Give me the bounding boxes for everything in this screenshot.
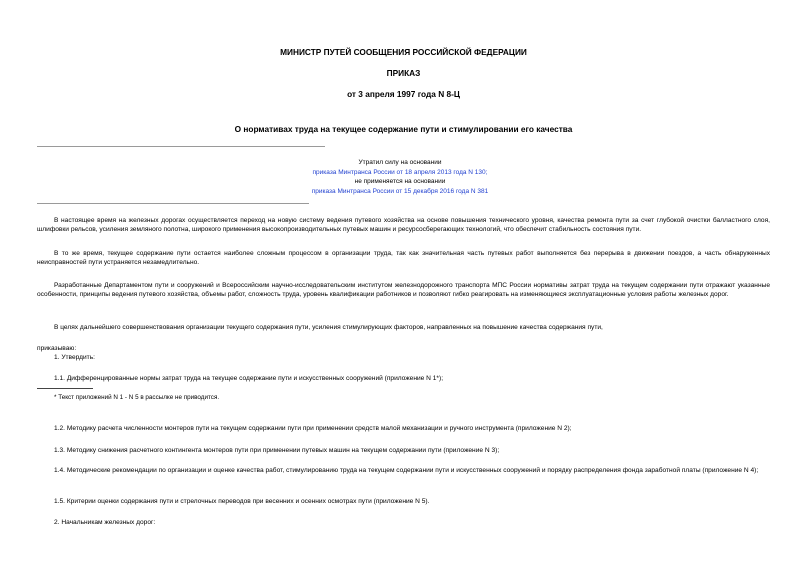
- subject-heading: О нормативах труда на текущее содержание пути и стимулировании его качества: [234, 124, 573, 134]
- item-1-4: 1.4. Методические рекомендации по организации и оценке качества работ, стимулированию труда на текущем содержании пути и искусственных сооружений и порядку распределения фонда заработной платы (приложение N 4);: [54, 467, 759, 474]
- paragraph-norms: Разработанные Департаментом пути и сооружений и Всероссийским научно-исследовательским институтом железнодорожного транспорта МПС России нормативы затрат труда на текущем содержании пути отражают указанные особенности, принципы ведения путевого хозяйства, объемы работ, сложность труда, уровень квалификации работников и позволяют гибко реагировать на изменяющиеся эксплуатационные условия работы железных дорог.: [37, 282, 770, 299]
- nonapplication-order-link[interactable]: приказа Минтранса России от 15 декабря 2016 года N 381: [311, 187, 489, 195]
- divider-bottom: [37, 203, 309, 204]
- status-note-line2: не применяется на основании: [354, 178, 446, 185]
- item-1-3: 1.3. Методику снижения расчетного контингента монтеров пути при применении путевых машин на текущем содержании пути (приложение N 3);: [54, 447, 500, 454]
- item-1-1: 1.1. Дифференцированные нормы затрат труда на текущее содержание пути и искусственных сооружений (приложение N 1*);: [54, 375, 444, 382]
- status-note: [200, 158, 600, 196]
- date-number-heading: от 3 апреля 1997 года N 8-Ц: [347, 89, 460, 99]
- item-2: 2. Начальникам железных дорог:: [54, 519, 156, 526]
- paragraph-maintenance: В то же время, текущее содержание пути остается наиболее сложным процессом в организации труда, так как значительная часть путевых работ выполняется без перерыва в движении поездов, а часть обнаруженных неисправностей пути устраняется незамедлительно.: [37, 250, 770, 267]
- paragraph-transition: В настоящее время на железных дорогах осуществляется переход на новую систему ведения путевого хозяйства на основе повышения технического уровня, качества ремонта пути за счет глубокой очистки балластного слоя, шлифовки рельсов, усиления земляного полотна, широкого применения высокопроизводительных путевых машин и ресурсосберегающих технологий, что обеспечит стабильность состояния пути.: [37, 217, 770, 234]
- footnote-divider: [37, 388, 93, 389]
- repeal-order-link[interactable]: приказа Минтранса России от 18 апреля 2013 года N 130;: [312, 168, 488, 176]
- item-1: 1. Утвердить:: [54, 354, 95, 361]
- ministry-heading: МИНИСТР ПУТЕЙ СООБЩЕНИЯ РОССИЙСКОЙ ФЕДЕРАЦИИ: [280, 47, 527, 57]
- divider-top: [37, 146, 325, 147]
- item-1-2: 1.2. Методику расчета численности монтеров пути на текущем содержании пути при применении средств малой механизации и ручного инструмента (приложение N 2);: [54, 425, 572, 432]
- status-note-line1: Утратил силу на основании: [358, 159, 442, 166]
- item-1-5: 1.5. Критерии оценки содержания пути и стрелочных переводов при весенних и осенних осмотрах пути (приложение N 5).: [54, 498, 430, 505]
- order-word: приказываю:: [37, 345, 77, 352]
- document-type-heading: ПРИКАЗ: [386, 68, 421, 78]
- paragraph-purpose: В целях дальнейшего совершенствования организации текущего содержания пути, усиления стимулирующих факторов, направленных на повышение качества содержания пути,: [54, 324, 603, 331]
- footnote: * Текст приложений N 1 - N 5 в рассылке не приводится.: [54, 394, 220, 401]
